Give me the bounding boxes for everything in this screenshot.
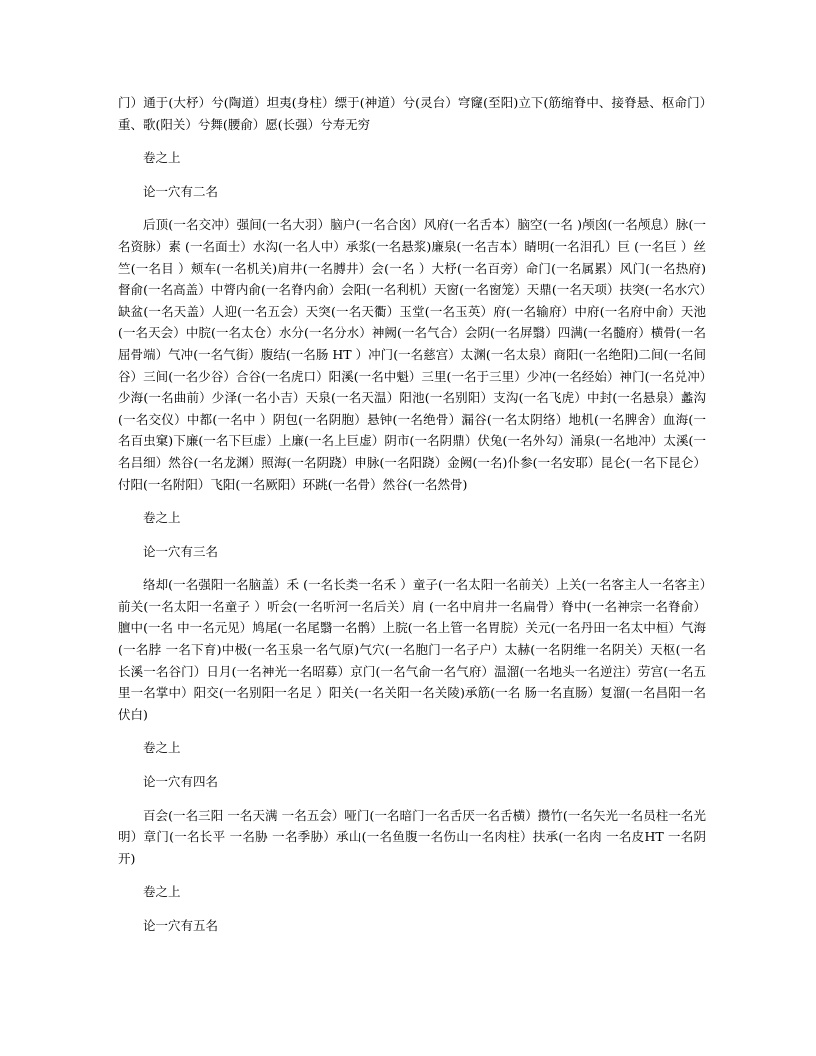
text-paragraph: 门）通于(大杼）兮(陶道）坦夷(身柱）缥于(神道）兮(灵台）穹窿(至阳)立下(筋缩脊中、接脊悬、枢命门）重、歌(阳关）兮舞(腰俞）愿(长强）兮寿无穷 — [118, 95, 706, 132]
text-paragraph: 百会(一名三阳 一名天满 一名五会）哑门(一名暗门一名舌厌一名舌横）攒竹(一名矢光一名员柱一名光明）章门(一名长平 一名胁 一名季胁）承山(一名鱼腹一名伤山一名肉柱）扶承(一名肉 一名皮HT 一名阴开) — [118, 807, 706, 866]
text-paragraph: 后顶(一名交冲）强间(一名大羽）脑户(一名合囟）风府(一名舌本）脑空(一名 )颅囟(一名颅息）脉(一名资脉）素 (一名面士）水沟(一名人中）承浆(一名悬浆)廉泉(一名吉本）睛明(一名泪孔）巨 (一名巨 ）丝竺(一名目 ）颊车(一名机关)肩井(一名膊井）会(一名 ）大杼(一名百旁）命门(一名属累）风门(一名热府)督俞(一名高盖）中膂内俞(一名脊内俞）会阳(一名利机）天窗(一名窗笼）天鼎(一名天项）扶突(一名水穴）缺盆(一名天盖）人迎(一名五会）天突(一名天衢）玉堂(一名玉英）府(一名输府）中府(一名府中俞）天池(一名天会）中脘(一名太仓）水分(一名分水）神阙(一名气合）会阴(一名屏翳）四满(一名髓府）横骨(一名屈骨端）气冲(一名气街）腹结(一名肠 HT ）冲门(一名慈宫）太渊(一名太泉）商阳(一名绝阳)二间(一名间谷）三间(一名少谷）合谷(一名虎口）阳溪(一名中魁）三里(一名于三里）少冲(一名经始）神门(一名兑冲）少海(一名曲前）少泽(一名小吉）天泉(一名天温）阳池(一名别阳）支沟(一名飞虎）中封(一名悬泉）蠡沟(一名交仪）中都(一名中 ）阴包(一名阴胞）悬钟(一名绝骨）漏谷(一名太阴络）地机(一名脾舍）血海(一名百虫窠)下廉(一名下巨虚）上廉(一名上巨虚）阴市(一名阴鼎）伏兔(一名外勾）涌泉(一名地冲）太溪(一名吕细）然谷(一名龙渊）照海(一名阴跷）申脉(一名阳跷）金阙(一名)仆参(一名安耶）昆仑(一名下昆仑）付阳(一名附阳）飞阳(一名厥阳）环跳(一名骨）然谷(一名然骨) — [118, 217, 706, 492]
section-heading: 论一穴有四名 — [143, 774, 219, 790]
section-heading: 卷之上 — [143, 510, 181, 526]
section-heading: 论一穴有三名 — [143, 543, 219, 559]
section-heading: 卷之上 — [143, 740, 181, 756]
section-heading: 卷之上 — [143, 884, 181, 900]
section-heading: 论一穴有五名 — [143, 918, 219, 933]
text-paragraph: 络却(一名强阳一名脑盖）禾 (一名长类一名禾 ）童子(一名太阳一名前关）上关(一名客主人一名客主）前关(一名太阳一名童子 ）听会(一名听河一名后关）肩 (一名中肩井一名扁骨）脊中(一名神宗一名脊俞）膻中(一名 中一名元见）鸠尾(一名尾翳一名鹘）上脘(一名上管一名胃脘）关元(一名丹田一名太中桓）气海(一名脖 一名下育)中极(一名玉泉一名气原)气穴(一名胞门一名子户）太赫(一名阴维一名阴关）天枢(一名长溪一名谷门）日月(一名神光一名昭募）京门(一名气俞一名气府）温溜(一名地头一名逆注）劳宫(一名五里一名掌中）阳交(一名别阳一名足 ）阳关(一名关阳一名关陵)承筋(一名 肠一名直肠）复溜(一名昌阳一名伏白) — [118, 577, 706, 722]
section-heading: 卷之上 — [143, 150, 181, 166]
section-heading: 论一穴有二名 — [143, 183, 219, 199]
